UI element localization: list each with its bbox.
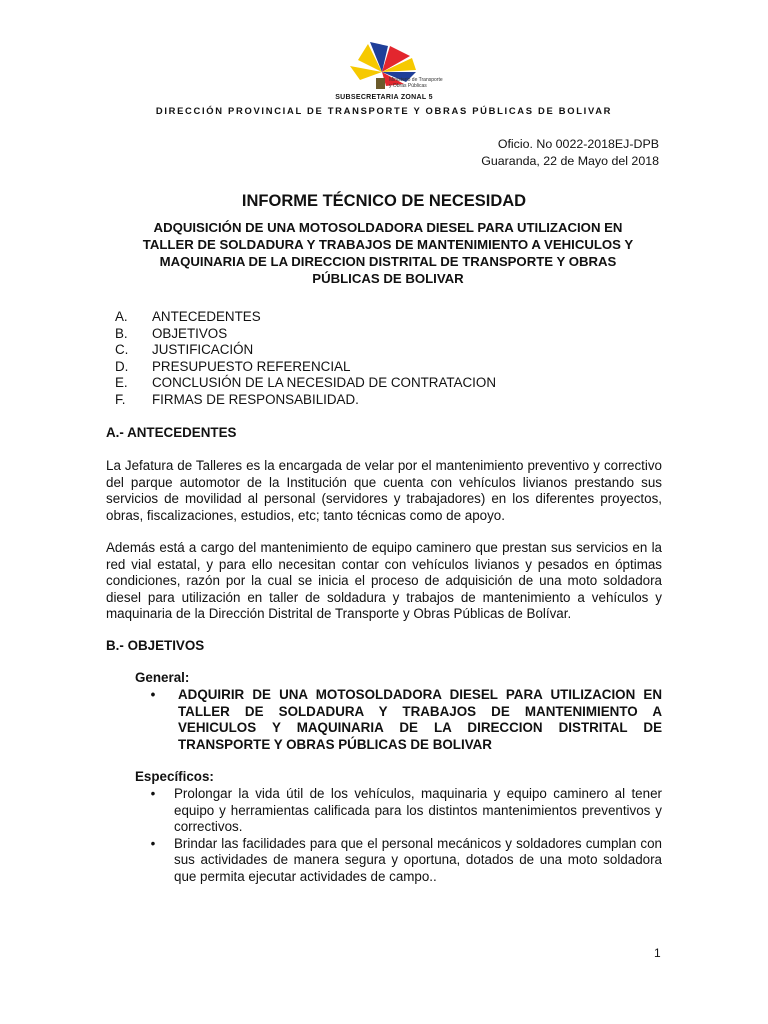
subtitle-line: PÚBLICAS DE BOLIVAR <box>312 271 464 286</box>
toc-item <box>115 375 496 392</box>
bullet-icon: • <box>150 835 156 851</box>
general-objectives-list <box>148 687 662 753</box>
toc-letter: D. <box>115 358 129 374</box>
specific-objectives-list <box>148 786 662 886</box>
toc-letter: F. <box>115 391 126 407</box>
section-heading-objetivos: B.- OBJETIVOS <box>106 638 205 653</box>
general-objective-text: ADQUIRIR DE UNA MOTOSOLDADORA DIESEL PARA UTILIZACION EN TALLER DE SOLDADURA Y TRABAJOS DE MANTENIMIENTO A VEHICULOS Y MAQUINARIA DE LA DIRECCION DISTRITAL DE TRANSPORTE Y OBRAS PÚBLICAS DE BOLIVAR <box>178 687 662 752</box>
toc-text: JUSTIFICACIÓN <box>152 342 254 358</box>
subsecretaria-label: SUBSECRETARIA ZONAL 5 <box>335 94 433 101</box>
page-number: 1 <box>654 946 661 960</box>
toc-item <box>115 326 496 343</box>
toc-item <box>115 392 496 409</box>
toc-item <box>115 309 496 326</box>
oficio-place-date: Guaranda, 22 de Mayo del 2018 <box>481 154 659 168</box>
logo-caption-line: Ministerio de Transporte <box>389 77 443 83</box>
logo-caption <box>389 77 443 89</box>
toc-text: OBJETIVOS <box>152 325 228 341</box>
coat-of-arms-icon <box>376 78 385 89</box>
toc-text: FIRMAS DE RESPONSABILIDAD. <box>152 391 359 407</box>
section-heading-antecedentes: A.- ANTECEDENTES <box>106 425 237 440</box>
toc-text: CONCLUSIÓN DE LA NECESIDAD DE CONTRATACION <box>152 375 496 391</box>
logo-caption-line: y Obras Públicas <box>389 83 427 89</box>
bullet-icon: • <box>150 786 156 801</box>
toc-text: ANTECEDENTES <box>152 309 261 324</box>
toc-letter: C. <box>115 342 129 358</box>
list-item <box>148 836 662 886</box>
specific-objective-text: Brindar las facilidades para que el personal mecánicos y soldadores cumplan con sus actividades de manera segura y oportuna, dotados de una moto soldadora que permita ejecutar actividades de campo.. <box>174 835 662 884</box>
especificos-label: Específicos: <box>135 769 214 784</box>
toc-letter: E. <box>115 375 128 391</box>
toc-letter: A. <box>115 309 128 324</box>
document-title: INFORME TÉCNICO DE NECESIDAD <box>241 192 527 210</box>
toc-letter: B. <box>115 325 128 341</box>
subtitle-line: ADQUISICIÓN DE UNA MOTOSOLDADORA DIESEL PARA UTILIZACION EN <box>153 220 623 235</box>
oficio-number: Oficio. No 0022-2018EJ-DPB <box>497 137 659 151</box>
list-item <box>148 687 662 753</box>
bullet-icon: • <box>150 687 156 702</box>
toc-text: PRESUPUESTO REFERENCIAL <box>152 358 351 374</box>
direccion-heading: DIRECCIÓN PROVINCIAL DE TRANSPORTE Y OBRAS PÚBLICAS DE BOLIVAR <box>155 105 613 116</box>
general-label: General: <box>135 670 190 685</box>
oficio-block <box>481 136 659 170</box>
list-item <box>148 786 662 836</box>
antecedentes-paragraph-1: La Jefatura de Talleres es la encargada de velar por el mantenimiento preventivo y correctivo del parque automotor de la Institución que cuenta con vehículos livianos prestando sus servicios de movilidad al personal (servidores y trabajadores) en los diferentes proyectos, obras, fiscalizaciones, estudios, etc; tanto técnicas como de apoyo. <box>106 458 662 523</box>
toc-item <box>115 342 496 359</box>
specific-objective-text: Prolongar la vida útil de los vehículos, maquinaria y equipo caminero al tener equipo y herramientas calificada para los distintos mantenimientos preventivos y correctivos. <box>174 786 662 835</box>
antecedentes-paragraph-2: Además está a cargo del mantenimiento de equipo caminero que prestan sus servicios en la red vial estatal, y para ello necesitan contar con vehículos livianos y pesados en óptimas condiciones, razón por la cual se inicia el proceso de adquisición de una moto soldadora diesel para utilización en taller de soldadura y trabajos de mantenimiento a vehículos y maquinaria de la Dirección Distrital de Transporte y Obras Públicas de Bolívar. <box>106 540 662 622</box>
subtitle-line: TALLER DE SOLDADURA Y TRABAJOS DE MANTENIMIENTO A VEHICULOS Y <box>142 237 634 252</box>
toc-item <box>115 359 496 376</box>
document-subtitle <box>108 219 668 287</box>
table-of-contents <box>115 309 496 409</box>
subtitle-line: MAQUINARIA DE LA DIRECCION DISTRITAL DE TRANSPORTE Y OBRAS <box>159 254 617 269</box>
